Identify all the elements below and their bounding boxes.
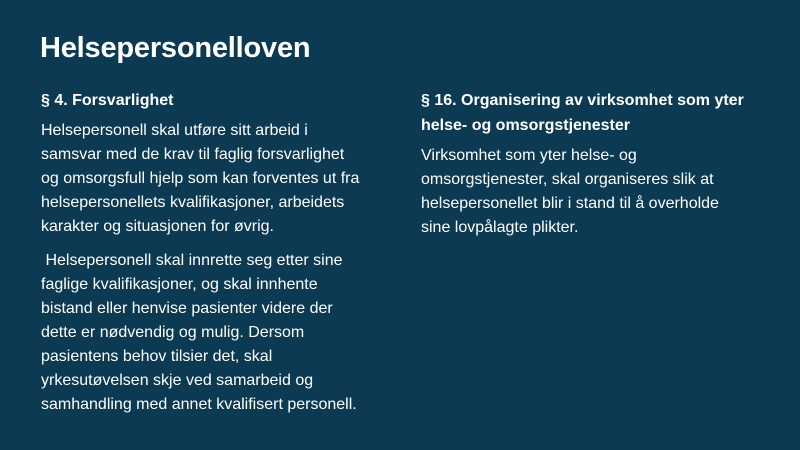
section-16-paragraph-1: [421, 144, 771, 240]
section-4-heading: § 4. Forsvarlighet: [41, 92, 174, 109]
text-line: yrkesutøvelsen skje ved samarbeid og: [41, 372, 314, 389]
text-line: samsvar med de krav til faglig forsvarlighet: [41, 146, 345, 163]
text-line: samhandling med annet kvalifisert personell.: [41, 396, 357, 413]
text-line: Helsepersonell skal utføre sitt arbeid i: [41, 122, 308, 139]
section-16-heading: [421, 88, 771, 138]
text-line: helsepersonellet blir i stand til å overholde: [421, 195, 719, 212]
text-line: helsepersonellets kvalifikasjoner, arbeidets: [41, 194, 345, 211]
text-line: bistand eller henvise pasienter videre der: [41, 300, 333, 317]
text-line: omsorgstjenester, skal organiseres slik at: [421, 171, 714, 188]
text-line: karakter og situasjonen for øvrig.: [41, 218, 274, 235]
text-line: Virksomhet som yter helse- og: [421, 147, 637, 164]
text-line: pasientens behov tilsier det, skal: [41, 348, 273, 365]
text-line: faglige kvalifikasjoner, og skal innhente: [41, 276, 318, 293]
section-4-paragraph-1: [41, 119, 391, 239]
text-line: sine lovpålagte plikter.: [421, 219, 579, 236]
left-column: [41, 88, 391, 427]
heading-line: § 16. Organisering av virksomhet som yter: [421, 92, 744, 109]
heading-line: helse- og omsorgstjenester: [421, 117, 630, 134]
text-line: og omsorgsfull hjelp som kan forventes ut fra: [41, 170, 360, 187]
section-4-paragraph-2: [41, 249, 391, 417]
text-line: Helsepersonell skal innrette seg etter sine: [41, 252, 343, 269]
slide-title: Helsepersonelloven: [40, 32, 311, 64]
text-line: dette er nødvendig og mulig. Dersom: [41, 324, 305, 341]
right-column: [421, 88, 771, 250]
